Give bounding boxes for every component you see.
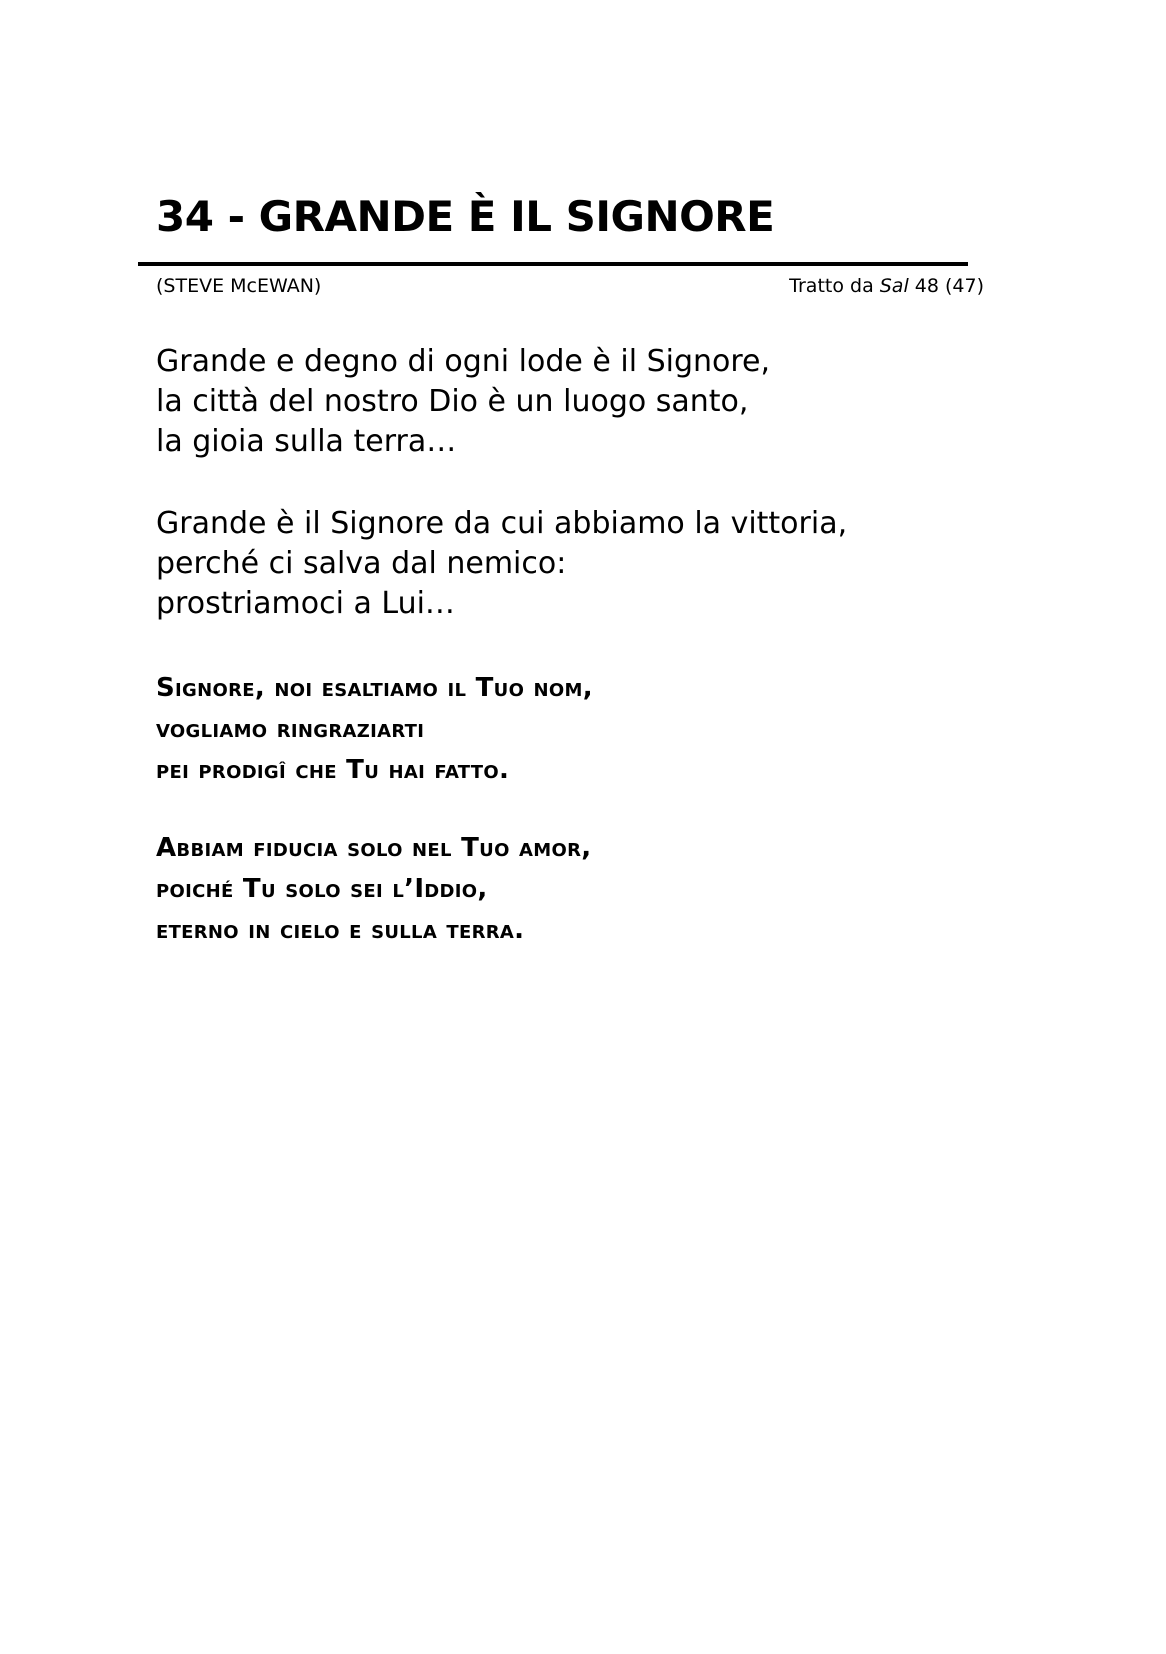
verse-2	[156, 504, 847, 624]
song-author: (STEVE McEWAN)	[156, 275, 322, 297]
source-prefix: Tratto da	[789, 275, 880, 297]
verse-line: perché ci salva dal nemico:	[156, 546, 567, 581]
source-reference: 48 (47)	[908, 275, 984, 297]
verse-line: la gioia sulla terra…	[156, 424, 457, 459]
verse-line: la città del nostro Dio è un luogo santo,	[156, 384, 749, 419]
chorus-line: Signore, noi esaltiamo il Tuo nom,	[156, 673, 593, 703]
chorus-stanza-1	[156, 668, 593, 791]
chorus-line: pei prodigî che Tu hai fatto.	[156, 755, 510, 785]
verse-line: Grande è il Signore da cui abbiamo la vittoria,	[156, 506, 848, 541]
chorus-line: vogliamo ringraziarti	[156, 714, 425, 744]
chorus-stanza-2	[156, 828, 591, 951]
title-underline	[138, 262, 968, 266]
verse-line: prostriamoci a Lui…	[156, 586, 455, 621]
verse-line: Grande e degno di ogni lode è il Signore,	[156, 344, 771, 379]
song-title: 34 - GRANDE È IL SIGNORE	[156, 192, 775, 241]
chorus-line: eterno in cielo e sulla terra.	[156, 915, 525, 945]
verse-1	[156, 342, 770, 462]
source-book: Sal	[879, 275, 909, 297]
chorus-line: poiché Tu solo sei l’Iddio,	[156, 874, 488, 904]
chorus-line: Abbiam fiducia solo nel Tuo amor,	[156, 833, 592, 863]
song-source	[789, 274, 984, 298]
